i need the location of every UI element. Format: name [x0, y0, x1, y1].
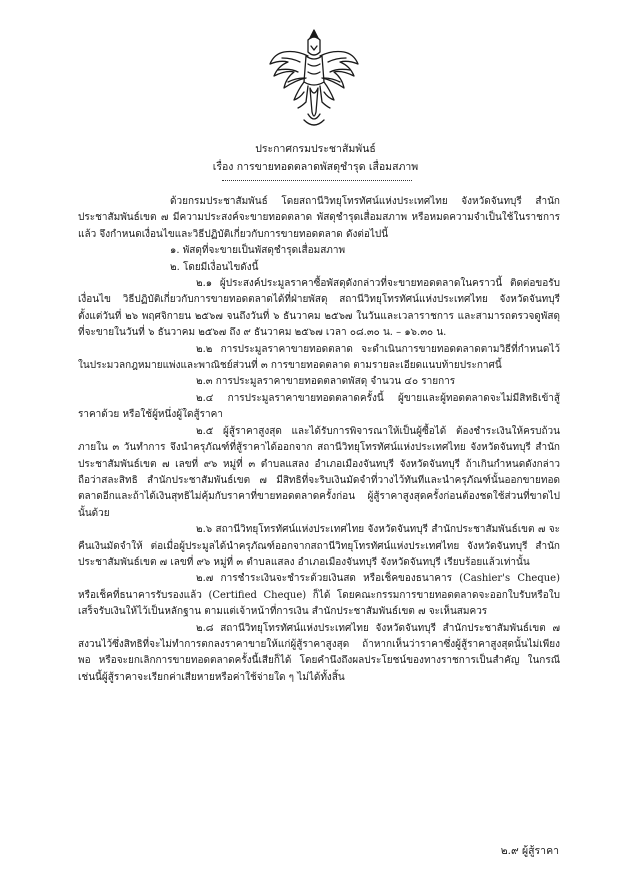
- item-2: ๒. โดยมีเงื่อนไขดังนี้: [170, 261, 259, 273]
- clause-2-8: ๒.๘ สถานีวิทยุโทรทัศน์แห่งประเทศไทย จังหวัดจันทบุรี สำนักประชาสัมพันธ์เขต ๗ สงวนไว้ซึ่งสิทธิที่จะไม่ทำการตกลงราคาขายให้แก่ผู้สู้ราคาสูงสุด ถ้าหากเห็นว่าราคาซึ่งผู้สู้ราคาสูงสุดนั้นไม่เพียงพอ หรือจะยกเลิกการขายทอดตลาดครั้งนี้เสียก็ได้ โดยคำนึงถึงผลประโยชน์ของทางราชการเป็นสำคัญ ในกรณีเช่นนี้ผู้สู้ราคาจะเรียกค่าเสียหายหรือค่าใช้จ่ายใด ๆ ไม่ได้ทั้งสิ้น: [78, 622, 560, 683]
- announcement-subject: เรื่อง การขายทอดตลาดพัสดุชำรุด เสื่อมสภาพ: [212, 161, 419, 173]
- garuda-emblem-icon: [268, 28, 360, 132]
- clause-2-5: ๒.๕ ผู้สู้ราคาสูงสุด และได้รับการพิจารณาให้เป็นผู้ซื้อได้ ต้องชำระเงินให้ครบถ้วนภายใน ๓ วันทำการ จึงนำครุภัณฑ์ที่สู้ราคาได้ออกจาก สถานีวิทยุโทรทัศน์แห่งประเทศไทย จังหวัดจันทบุรี สำนักประชาสัมพันธ์เขต ๗ เลขที่ ๙๖ หมู่ที่ ๓ ตำบลแสลง อำเภอเมืองจันทบุรี จังหวัดจันทบุรี ถ้าเกินกำหนดดังกล่าวถือว่าสละสิทธิ สำนักประชาสัมพันธ์เขต ๗ มีสิทธิที่จะริบเงินมัดจำที่วางไว้ทันทีและนำครุภัณฑ์นั้นออกขายทอดตลาดอีกและถ้าได้เงินสุทธิไม่คุ้มกับราคาที่ขายทอดตลาดครั้งก่อน ผู้สู้ราคาสูงสุดครั้งก่อนต้องชดใช้ส่วนที่ขาดไปนั้นด้วย: [78, 425, 560, 519]
- intro-paragraph: ด้วยกรมประชาสัมพันธ์ โดยสถานีวิทยุโทรทัศน์แห่งประเทศไทย จังหวัดจันทบุรี สำนักประชาสัมพันธ์เขต ๗ มีความประสงค์จะขายทอดตลาด พัสดุชำรุดเสื่อมสภาพ หรือหมดความจำเป็นใช้ในราชการแล้ว จึงกำหนดเงื่อนไขและวิธีปฏิบัติเกี่ยวกับการขายทอดตลาด ดังต่อไปนี้: [78, 196, 560, 240]
- clause-2-4: ๒.๔ การประมูลราคาขายทอดตลาดครั้งนี้ ผู้ขายและผู้ทอดตลาดจะไม่มีสิทธิเข้าสู้ราคาด้วย หรือใช้ผู้หนึ่งผู้ใดสู้ราคา: [78, 392, 560, 421]
- clause-2-2: ๒.๒ การประมูลราคาขายทอดตลาด จะดำเนินการขายทอดตลาดตามวิธีที่กำหนดไว้ในประมวลกฎหมายแพ่งและพาณิชย์ส่วนที่ ๓ การขายทอดตลาด ตามรายละเอียดแนบท้ายประกาศนี้: [78, 343, 560, 372]
- clause-2-3: ๒.๓ การประมูลราคาขายทอดตลาดพัสดุ จำนวน ๔๐ รายการ: [196, 376, 456, 388]
- item-1: ๑. พัสดุที่จะขายเป็นพัสดุชำรุดเสื่อมสภาพ: [170, 245, 346, 257]
- dotted-divider: [222, 180, 412, 181]
- continuation-marker: ๒.๙ ผู้สู้ราคา: [500, 845, 559, 857]
- clause-2-1: ๒.๑ ผู้ประสงค์ประมูลราคาซื้อพัสดุดังกล่าวที่จะขายทอดตลาดในคราวนี้ ติดต่อขอรับเงื่อนไข วิธีปฏิบัติเกี่ยวกับการขายทอดตลาดได้ที่ฝ่ายพัสดุ สถานีวิทยุโทรทัศน์แห่งประเทศไทย จังหวัดจันทบุรี ตั้งแต่วันที่ ๒๖ พฤศจิกายน ๒๕๖๗ จนถึงวันที่ ๖ ธันวาคม ๒๕๖๗ ในวันและเวลาราชการ และสามารถตรวจดูพัสดุที่จะขายในวันที่ ๖ ธันวาคม ๒๕๖๗ ถึง ๙ ธันวาคม ๒๕๖๗ เวลา ๐๘.๓๐ น. – ๑๖.๓๐ น.: [78, 278, 560, 339]
- clause-2-7: ๒.๗ การชำระเงินจะชำระด้วยเงินสด หรือเช็คของธนาคาร (Cashier's Cheque) หรือเช็คที่ธนาคารรับรองแล้ว (Certified Cheque) ก็ได้ โดยคณะกรรมการขายทอดตลาดจะออกใบรับหรือใบเสร็จรับเงินให้ไว้เป็นหลักฐาน ตามแต่เจ้าหน้าที่การเงิน สำนักประชาสัมพันธ์เขต ๗ จะเห็นสมควร: [78, 573, 560, 618]
- announcement-org: ประกาศกรมประชาสัมพันธ์: [255, 143, 376, 155]
- clause-2-6: ๒.๖ สถานีวิทยุโทรทัศน์แห่งประเทศไทย จังหวัดจันทบุรี สำนักประชาสัมพันธ์เขต ๗ จะคืนเงินมัดจำให้ ต่อเมื่อผู้ประมูลได้นำครุภัณฑ์ออกจากสถานีวิทยุโทรทัศน์แห่งประเทศไทย จังหวัดจันทบุรี สำนักประชาสัมพันธ์เขต ๗ เลขที่ ๙๖ หมู่ที่ ๓ ตำบลแสลง อำเภอเมืองจันทบุรี จังหวัดจันทบุรี เรียบร้อยแล้วเท่านั้น: [78, 524, 560, 568]
- announcement-body: [78, 194, 560, 686]
